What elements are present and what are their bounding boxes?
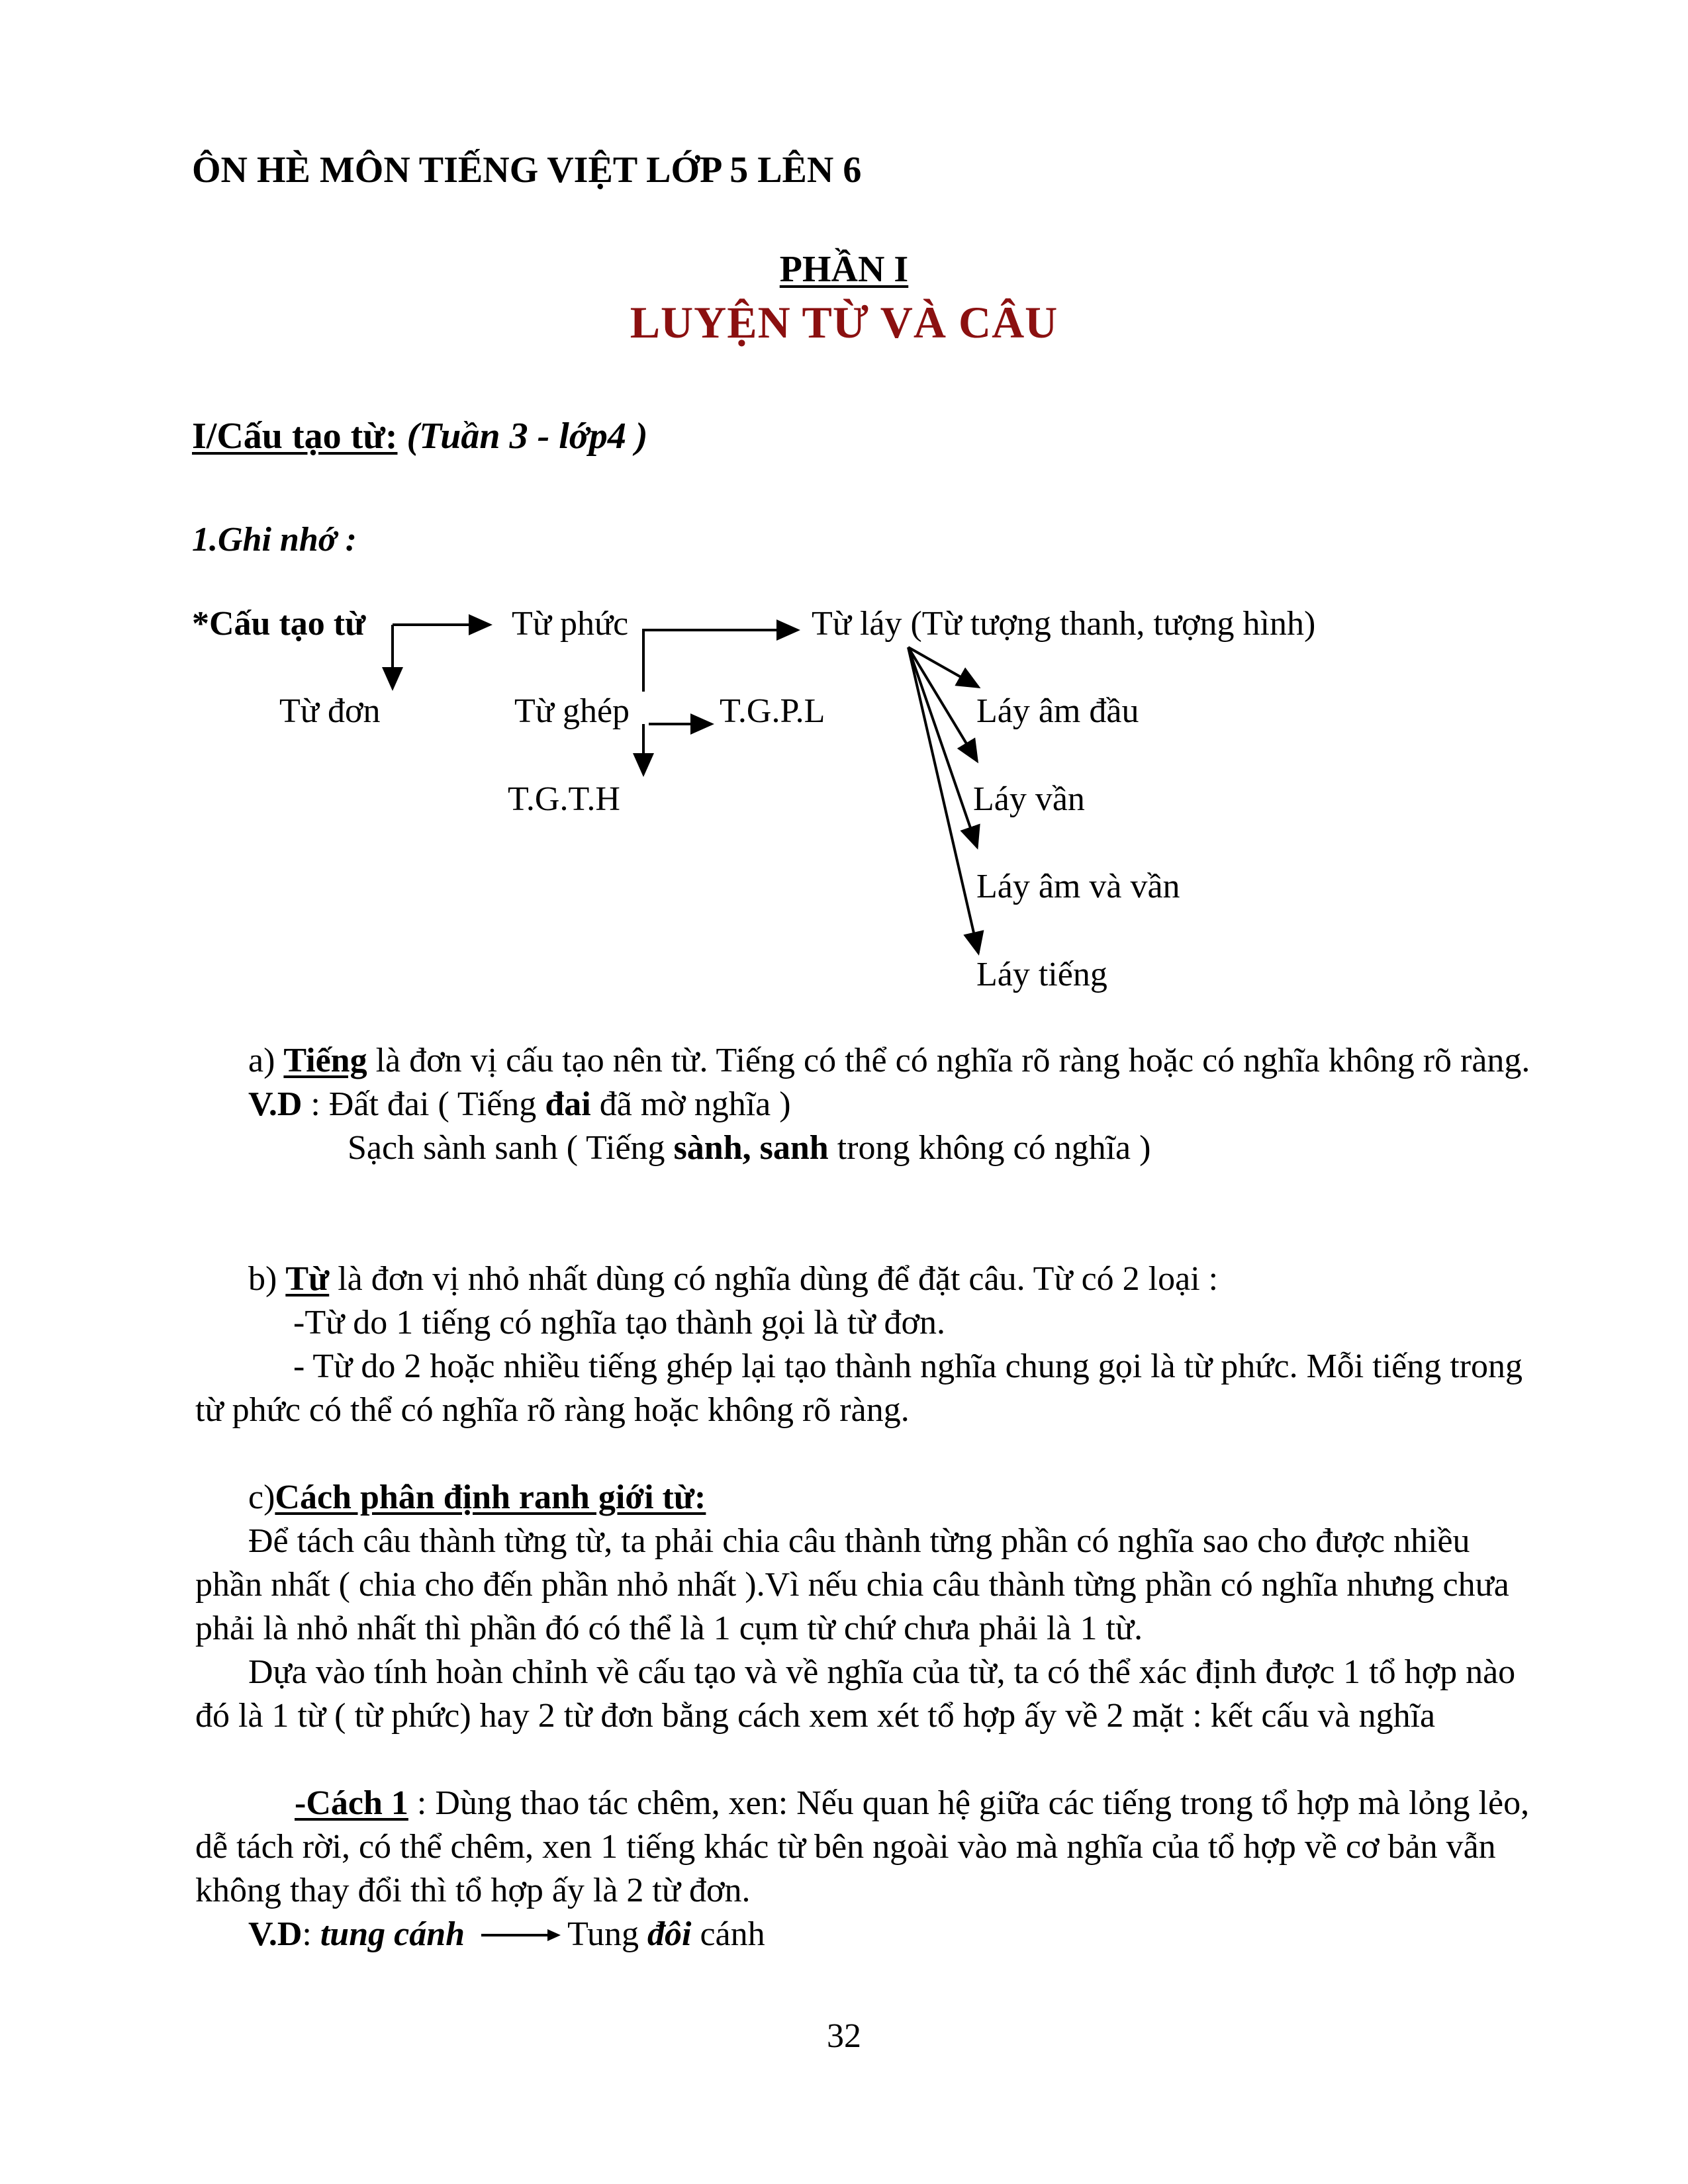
a-ex2-bold: sành, sanh — [673, 1129, 829, 1167]
arrow-tu-phuc-to-tu-lay — [643, 630, 798, 688]
diagram-tu-don: Từ đơn — [279, 692, 381, 730]
part-title: LUYỆN TỪ VÀ CÂU — [630, 297, 1058, 347]
diagram-lay-van: Láy vần — [973, 780, 1085, 818]
paragraph-a-definition — [195, 1039, 1539, 1083]
diagram-tu-phuc: Từ phức — [512, 605, 629, 643]
paragraph-b-item-2: - Từ do 2 hoặc nhiều tiếng ghép lại tạo thành nghĩa chung gọi là từ phức. Mỗi tiếng trong từ phức có thể có nghĩa rõ ràng hoặc không rõ ràng. — [195, 1347, 1523, 1429]
diagram-lay-tieng: Láy tiếng — [976, 956, 1107, 993]
a-ex2-post: trong không có nghĩa ) — [828, 1129, 1151, 1167]
section-note: (Tuần 3 - lớp4 ) — [406, 416, 648, 457]
paragraph-c-cach-1 — [195, 1782, 1539, 1913]
diagram-tgpl: T.G.P.L — [720, 692, 825, 730]
document-title: ÔN HÈ MÔN TIẾNG VIỆT LỚP 5 LÊN 6 — [192, 150, 862, 191]
diagram-tu-lay: Từ láy (Từ tượng thanh, tượng hình) — [812, 605, 1316, 643]
b-text: là đơn vị nhỏ nhất dùng có nghĩa dùng để đặt câu. Từ có 2 loại : — [329, 1260, 1219, 1298]
section-heading-text: I/Cấu tạo từ: — [192, 416, 398, 457]
a-ex1-post: đã mờ nghĩa ) — [590, 1085, 791, 1123]
a-ex1-pre: : Đất đai ( Tiếng — [302, 1085, 545, 1123]
paragraph-a-example-2 — [195, 1126, 1539, 1170]
a-term: Tiếng — [283, 1042, 367, 1079]
arrow-tu-lay-to-lay-tieng — [908, 647, 978, 953]
diagram-root: *Cấu tạo từ — [192, 605, 366, 643]
a-ex-label: V.D — [248, 1085, 303, 1123]
c-heading: Cách phân định ranh giới từ: — [275, 1479, 706, 1516]
paragraph-a — [195, 1039, 1539, 1170]
remember-heading: 1.Ghi nhớ : — [192, 521, 357, 559]
paragraph-b-definition — [195, 1257, 1539, 1301]
diagram-lay-am-dau: Láy âm đầu — [976, 692, 1139, 730]
c-ex-from: tung cánh — [320, 1915, 465, 1953]
paragraph-b — [195, 1257, 1539, 1432]
paragraph-c-body-1: Để tách câu thành từng từ, ta phải chia câu thành từng phần có nghĩa sao cho được nhiều phần nhất ( chia cho đến phần nhỏ nhất ).Vì nếu chia câu thành từng phần có nghĩa nhưng chưa phải là nhỏ nhất thì phần đó có thể là 1 cụm từ chứ chưa phải là 1 từ. — [195, 1522, 1509, 1647]
c-ex-to-pre: Tung — [567, 1915, 648, 1953]
c-ex-to-bold: đôi — [647, 1915, 692, 1953]
paragraph-b-item-1: -Từ do 1 tiếng có nghĩa tạo thành gọi là từ đơn. — [293, 1304, 946, 1342]
diagram-tu-ghep: Từ ghép — [514, 692, 630, 730]
b-term: Từ — [285, 1260, 330, 1298]
c-prefix: c) — [248, 1479, 275, 1516]
part-label-text: PHẦN I — [779, 249, 909, 290]
c-ex-to-post: cánh — [691, 1915, 765, 1953]
paragraph-a-example-1 — [195, 1083, 1539, 1126]
example-arrow — [477, 1927, 563, 1947]
diagram-lay-am-va-van: Láy âm và vần — [976, 868, 1180, 905]
a-ex1-bold: đai — [545, 1085, 591, 1123]
a-text: là đơn vị cấu tạo nên từ. Tiếng có thể có nghĩa rõ ràng hoặc có nghĩa không rõ ràng. — [367, 1042, 1530, 1079]
arrow-tu-lay-to-lay-am-va-van — [908, 647, 977, 847]
paragraph-c-body-2: Dựa vào tính hoàn chỉnh về cấu tạo và về nghĩa của từ, ta có thể xác định được 1 tổ hợp nào đó là 1 từ ( từ phức) hay 2 từ đơn bằng cách xem xét tổ hợp ấy về 2 mặt : kết cấu và nghĩa — [195, 1653, 1516, 1735]
c-cach1-label: -Cách 1 — [295, 1784, 408, 1822]
b-prefix: b) — [248, 1260, 286, 1298]
word-structure-diagram — [0, 0, 1688, 993]
c-ex-label: V.D — [248, 1915, 303, 1953]
diagram-tgth: T.G.T.H — [508, 780, 620, 818]
a-prefix: a) — [248, 1042, 284, 1079]
page-number: 32 — [827, 2017, 861, 2055]
paragraph-c-example — [195, 1913, 1539, 1956]
paragraph-c-heading — [195, 1476, 1539, 1520]
c-ex-colon: : — [302, 1915, 320, 1953]
a-ex2-pre: Sạch sành sanh ( Tiếng — [348, 1129, 674, 1167]
paragraph-c — [195, 1476, 1539, 1956]
c-cach1-text: : Dùng thao tác chêm, xen: Nếu quan hệ giữa các tiếng trong tổ hợp mà lỏng lẻo, dễ tách rời, có thể chêm, xen 1 tiếng khác từ bên ngoài vào mà nghĩa của tổ hợp về cơ bản vẫn không thay đổi thì tổ hợp ấy là 2 từ đơn. — [195, 1784, 1530, 1909]
paragraph-c-spacer — [195, 1738, 1539, 1782]
